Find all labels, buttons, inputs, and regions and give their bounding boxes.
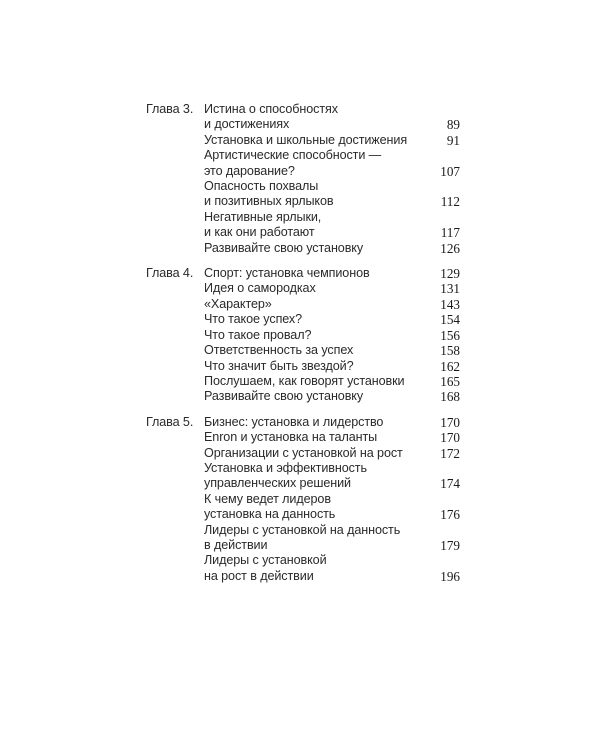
toc-entry-title-line: Лидеры с установкой на данность — [204, 522, 401, 537]
toc-entry-title — [204, 446, 403, 461]
toc-entry — [204, 343, 460, 358]
chapter-section — [146, 415, 460, 584]
toc-entry-title-line: К чему ведет лидеров — [204, 491, 331, 506]
toc-entry — [204, 179, 460, 210]
toc-entry — [204, 297, 460, 312]
toc-entry-title-line: Что такое провал? — [204, 327, 312, 342]
toc-entry-page-number: 179 — [440, 537, 460, 553]
toc-entry-page-number: 91 — [446, 132, 460, 148]
toc-entry-title-line: это дарование? — [204, 163, 295, 178]
toc-entry-page-number: 129 — [440, 266, 460, 282]
toc-entry-page-number: 131 — [440, 281, 460, 297]
toc-entry — [204, 359, 460, 374]
toc-entry-title — [204, 461, 367, 492]
chapter-label: Глава 3. — [146, 102, 194, 116]
toc-entry-title-line: в действии — [204, 537, 268, 552]
toc-entry — [204, 210, 460, 241]
toc-entry-page-number: 107 — [440, 163, 460, 179]
toc-entry-title-line: Что значит быть звездой? — [204, 358, 354, 373]
toc-entry-page-number: 168 — [440, 389, 460, 405]
toc-entry-title-line: Развивайте свою установку — [204, 389, 364, 404]
chapter-label: Глава 5. — [146, 414, 194, 429]
toc-entry-title-line: Enron и установка на таланты — [204, 430, 378, 445]
toc-entry-title — [204, 553, 327, 584]
toc-entry-title-line: управленческих решений — [204, 476, 351, 491]
toc-entry-title-line: Ответственность за успех — [204, 343, 354, 358]
toc-entry-title-line: и позитивных ярлыков — [204, 194, 334, 209]
toc-entry — [204, 328, 460, 343]
toc-entry-title-line: Спорт: установка чемпионов — [204, 266, 370, 281]
toc-entry — [204, 374, 460, 389]
toc-entry-title — [204, 359, 353, 374]
chapter-label: Глава 4. — [146, 266, 194, 281]
toc-entry-page-number: 158 — [440, 343, 460, 359]
toc-entry-title-line: Послушаем, как говорят установки — [204, 373, 405, 388]
toc-entry-page-number: 196 — [440, 568, 460, 584]
toc-entry — [204, 281, 460, 296]
toc-entry — [204, 415, 460, 430]
toc-entry-title-line: Организации с установкой на рост — [204, 445, 403, 460]
toc-entry-page-number: 176 — [440, 507, 460, 523]
toc-entry-title — [204, 328, 311, 343]
toc-entry-page-number: 112 — [440, 194, 460, 210]
toc-entry-title — [204, 374, 404, 389]
chapter-entries — [204, 415, 460, 584]
toc-entry-page-number: 174 — [440, 476, 460, 492]
toc-entry-title-line: установка на данность — [204, 507, 336, 522]
chapter-section — [146, 102, 460, 256]
toc-entry-title-line: Артистические способности — — [204, 148, 382, 163]
toc-entry-page-number: 143 — [440, 296, 460, 312]
toc-entry-title — [204, 281, 316, 296]
toc-entry-title-line: Установка и школьные достижения — [204, 132, 408, 147]
toc-entry-title — [204, 148, 381, 179]
toc-entry-title-line: на рост в действии — [204, 568, 314, 583]
toc-entry — [204, 553, 460, 584]
toc-entry-title — [204, 266, 370, 281]
toc-entry-title-line: Бизнес: установка и лидерство — [204, 414, 384, 429]
toc-entry — [204, 266, 460, 281]
toc-entry-title-line: и достижениях — [204, 117, 290, 132]
toc-entry-title — [204, 343, 353, 358]
toc-entry-title-line: Опасность похвалы — [204, 179, 319, 194]
toc-entry — [204, 523, 460, 554]
toc-entry — [204, 102, 460, 133]
toc-entry — [204, 446, 460, 461]
toc-entry-title-line: и как они работают — [204, 225, 315, 240]
toc-entry-title — [204, 179, 333, 210]
toc-entry — [204, 430, 460, 445]
chapter-entries — [204, 102, 460, 256]
toc-entry-title — [204, 415, 383, 430]
toc-entry-title — [204, 210, 321, 241]
toc-entry — [204, 461, 460, 492]
toc-entry-title — [204, 430, 377, 445]
toc-entry-page-number: 162 — [440, 358, 460, 374]
table-of-contents — [146, 102, 460, 594]
toc-entry — [204, 133, 460, 148]
toc-entry-page-number: 170 — [440, 430, 460, 446]
toc-entry — [204, 241, 460, 256]
toc-entry-title — [204, 389, 363, 404]
toc-entry-title-line: Негативные ярлыки, — [204, 209, 322, 224]
toc-entry-title-line: Установка и эффективность — [204, 460, 367, 475]
toc-entry — [204, 312, 460, 327]
toc-entry-page-number: 117 — [440, 225, 460, 241]
toc-entry-title-line: Истина о способностях — [204, 102, 338, 116]
toc-entry-title — [204, 492, 335, 523]
toc-entry-title-line: Идея о самородках — [204, 281, 316, 296]
toc-entry-page-number: 154 — [440, 312, 460, 328]
toc-entry-title-line: Развивайте свою установку — [204, 240, 364, 255]
toc-entry-title — [204, 297, 272, 312]
toc-entry — [204, 148, 460, 179]
toc-entry-title — [204, 523, 400, 554]
toc-entry-title — [204, 312, 302, 327]
toc-entry-title — [204, 102, 338, 133]
toc-entry — [204, 492, 460, 523]
toc-entry-page-number: 172 — [440, 445, 460, 461]
toc-entry-title — [204, 133, 407, 148]
toc-entry-title-line: «Характер» — [204, 296, 272, 311]
toc-entry-page-number: 165 — [440, 373, 460, 389]
chapter-entries — [204, 266, 460, 405]
toc-entry-page-number: 170 — [440, 414, 460, 430]
chapter-section — [146, 266, 460, 405]
toc-entry-page-number: 156 — [440, 327, 460, 343]
toc-entry-title — [204, 241, 363, 256]
toc-entry-title-line: Лидеры с установкой — [204, 553, 327, 568]
toc-entry — [204, 389, 460, 404]
toc-entry-page-number: 126 — [440, 240, 460, 256]
toc-entry-title-line: Что такое успех? — [204, 312, 303, 327]
toc-entry-page-number: 89 — [446, 117, 460, 133]
